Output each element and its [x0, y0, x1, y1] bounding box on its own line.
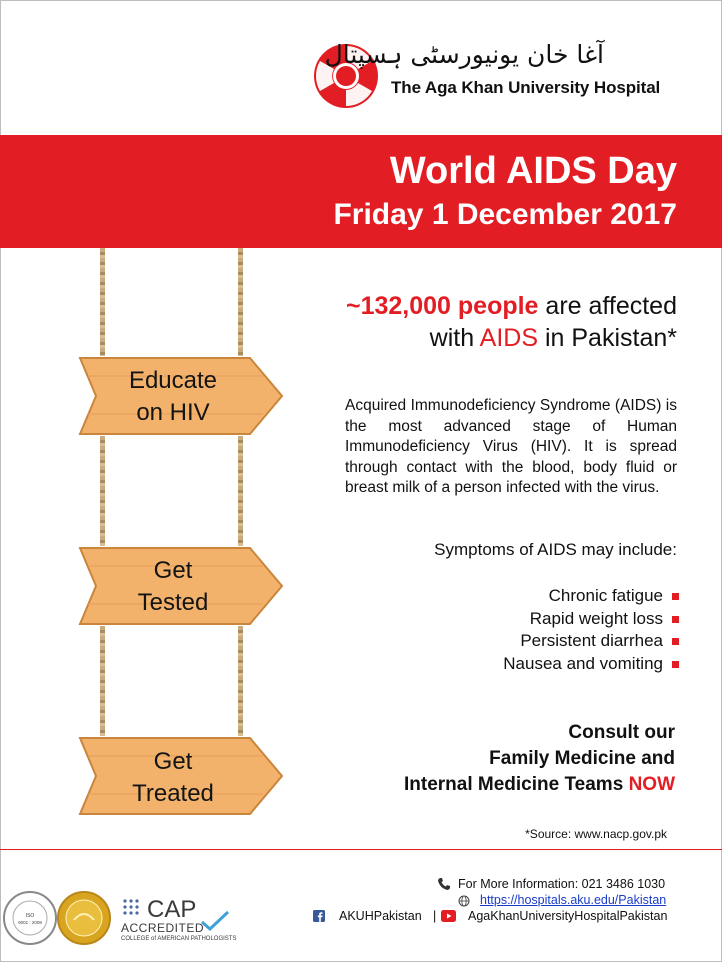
bullet-icon — [672, 638, 679, 645]
sign-educate-line1: Educate — [128, 367, 218, 394]
globe-icon — [458, 895, 470, 907]
cap-dots-icon — [121, 897, 145, 921]
rope-left-3 — [100, 626, 105, 736]
rope-left-2 — [100, 436, 105, 546]
website-link[interactable]: https://hospitals.aku.edu/Pakistan — [480, 893, 667, 907]
stat-aids: AIDS — [479, 324, 539, 352]
sign-tested-line2: Tested — [137, 589, 209, 616]
rope-left-1 — [100, 248, 105, 356]
facebook-icon — [313, 910, 325, 922]
cap-logo-text: CAP — [147, 896, 197, 923]
rope-right-1 — [238, 248, 243, 356]
rope-right-3 — [238, 626, 243, 736]
symptoms-list — [503, 585, 679, 675]
svg-text:9001 : 2008: 9001 : 2008 — [18, 920, 42, 925]
aids-description: Acquired Immunodeficiency Syndrome (AIDS) is the most advanced stage of Human Immunodeficiency Virus (HIV). It is spread through contact with the blood, body fluid or breast milk of a person infected with the virus. — [345, 397, 677, 496]
symptom-item — [503, 585, 679, 608]
stat-rest: are affected — [538, 292, 677, 320]
cap-subtitle: COLLEGE of AMERICAN PATHOLOGISTS — [121, 936, 237, 942]
event-date: Friday 1 December 2017 — [333, 198, 677, 231]
youtube-icon — [441, 910, 456, 922]
rope-right-2 — [238, 436, 243, 546]
symptom-text: Nausea and vomiting — [503, 653, 663, 673]
symptom-item — [503, 630, 679, 653]
stat-line2-pre: with — [429, 324, 480, 352]
info-phone: For More Information: 021 3486 1030 — [458, 877, 666, 891]
consult-callout — [404, 720, 675, 798]
consult-line2: Family Medicine and — [489, 748, 675, 769]
source-note: *Source: www.nacp.gov.pk — [525, 827, 667, 841]
consult-now: NOW — [628, 774, 675, 795]
consult-line3: Internal Medicine Teams — [404, 774, 629, 795]
sign-treated-line1: Get — [153, 748, 193, 775]
stat-line2-post: in Pakistan* — [538, 324, 677, 352]
symptoms-heading: Symptoms of AIDS may include: — [434, 540, 677, 559]
iso-certification-badge — [2, 890, 58, 946]
aids-statistic — [346, 290, 677, 354]
symptom-text: Chronic fatigue — [548, 586, 663, 605]
svg-text:ISO: ISO — [25, 913, 35, 919]
urdu-hospital-name: آغا خان یونیورسٹی ہسپتال — [324, 40, 604, 69]
sign-tested-line1: Get — [153, 557, 193, 584]
bullet-icon — [672, 661, 679, 668]
phone-icon — [437, 877, 451, 891]
checkmark-icon — [200, 910, 230, 932]
symptom-item — [503, 653, 679, 676]
hospital-name: The Aga Khan University Hospital — [391, 78, 661, 97]
symptom-text: Persistent diarrhea — [520, 631, 663, 650]
symptom-text: Rapid weight loss — [529, 608, 663, 628]
sign-educate-line2: on HIV — [136, 399, 210, 426]
symptom-item — [503, 608, 679, 631]
bullet-icon — [672, 616, 679, 623]
footer-separator: | — [433, 909, 437, 923]
cap-accredited: ACCREDITED — [121, 921, 205, 935]
stat-number: ~132,000 people — [345, 292, 539, 320]
consult-line1: Consult our — [568, 722, 675, 743]
event-title: World AIDS Day — [389, 150, 677, 192]
bullet-icon — [672, 593, 679, 600]
sign-treated-line2: Treated — [132, 780, 214, 807]
jci-gold-seal-icon — [56, 890, 112, 946]
youtube-channel[interactable]: AgaKhanUniversityHospitalPakistan — [468, 909, 668, 923]
facebook-handle[interactable]: AKUHPakistan — [339, 909, 422, 923]
footer-divider — [0, 849, 722, 850]
